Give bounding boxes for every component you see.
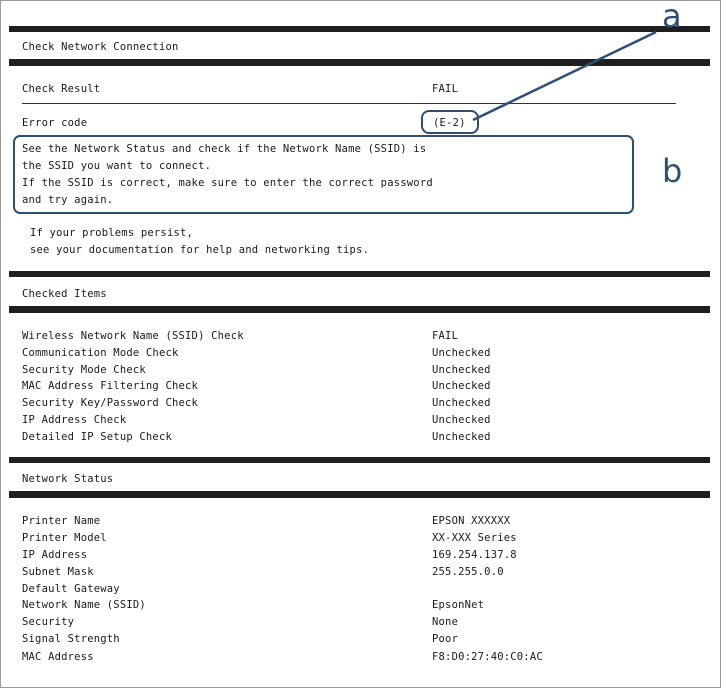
checked-item-label: Security Key/Password Check — [22, 397, 199, 409]
section-title-checked-items: Checked Items — [22, 288, 107, 300]
checked-item-label: Wireless Network Name (SSID) Check — [22, 330, 244, 342]
status-label: Printer Name — [22, 515, 101, 527]
status-value: 255.255.0.0 — [432, 566, 504, 578]
callout-a-letter: a — [662, 0, 682, 35]
network-status-bottom-rule — [9, 491, 710, 498]
checked-item-label: MAC Address Filtering Check — [22, 380, 199, 392]
status-label: IP Address — [22, 549, 88, 561]
status-value: 169.254.137.8 — [432, 549, 517, 561]
status-label: MAC Address — [22, 651, 94, 663]
checked-item-label: Security Mode Check — [22, 364, 146, 376]
check-result-value: FAIL — [432, 83, 459, 95]
error-code-value: (E-2) — [433, 117, 466, 129]
callout-a-leader — [470, 28, 670, 128]
help-line-2: see your documentation for help and networking tips. — [30, 244, 370, 256]
checked-item-value: Unchecked — [432, 347, 491, 359]
status-value: None — [432, 616, 459, 628]
section-title-check-network: Check Network Connection — [22, 41, 179, 53]
checked-item-value: Unchecked — [432, 431, 491, 443]
checked-item-value: Unchecked — [432, 397, 491, 409]
checked-item-label: Communication Mode Check — [22, 347, 179, 359]
checked-item-value: Unchecked — [432, 414, 491, 426]
status-label: Network Name (SSID) — [22, 599, 146, 611]
checked-item-value: Unchecked — [432, 364, 491, 376]
checked-items-top-rule — [9, 271, 710, 277]
help-line-1: If your problems persist, — [30, 227, 194, 239]
status-value: EpsonNet — [432, 599, 485, 611]
status-label: Security — [22, 616, 75, 628]
error-code-label: Error code — [22, 117, 88, 129]
status-value: F8:D0:27:40:C0:AC — [432, 651, 543, 663]
status-label: Printer Model — [22, 532, 107, 544]
checked-item-value: Unchecked — [432, 380, 491, 392]
checked-item-label: IP Address Check — [22, 414, 127, 426]
check-result-label: Check Result — [22, 83, 101, 95]
status-value: XX-XXX Series — [432, 532, 517, 544]
checked-item-value: FAIL — [432, 330, 459, 342]
status-value: Poor — [432, 633, 459, 645]
message-line-2: the SSID you want to connect. — [22, 160, 212, 172]
checked-items-bottom-rule — [9, 306, 710, 313]
callout-b-letter: b — [662, 152, 683, 190]
network-status-top-rule — [9, 457, 710, 463]
status-label: Default Gateway — [22, 583, 120, 595]
checked-item-label: Detailed IP Setup Check — [22, 431, 172, 443]
status-value: EPSON XXXXXX — [432, 515, 511, 527]
section-title-network-status: Network Status — [22, 473, 114, 485]
status-label: Subnet Mask — [22, 566, 94, 578]
message-line-4: and try again. — [22, 194, 114, 206]
message-line-1: See the Network Status and check if the Network Name (SSID) is — [22, 143, 427, 155]
status-label: Signal Strength — [22, 633, 120, 645]
message-line-3: If the SSID is correct, make sure to enter the correct password — [22, 177, 433, 189]
